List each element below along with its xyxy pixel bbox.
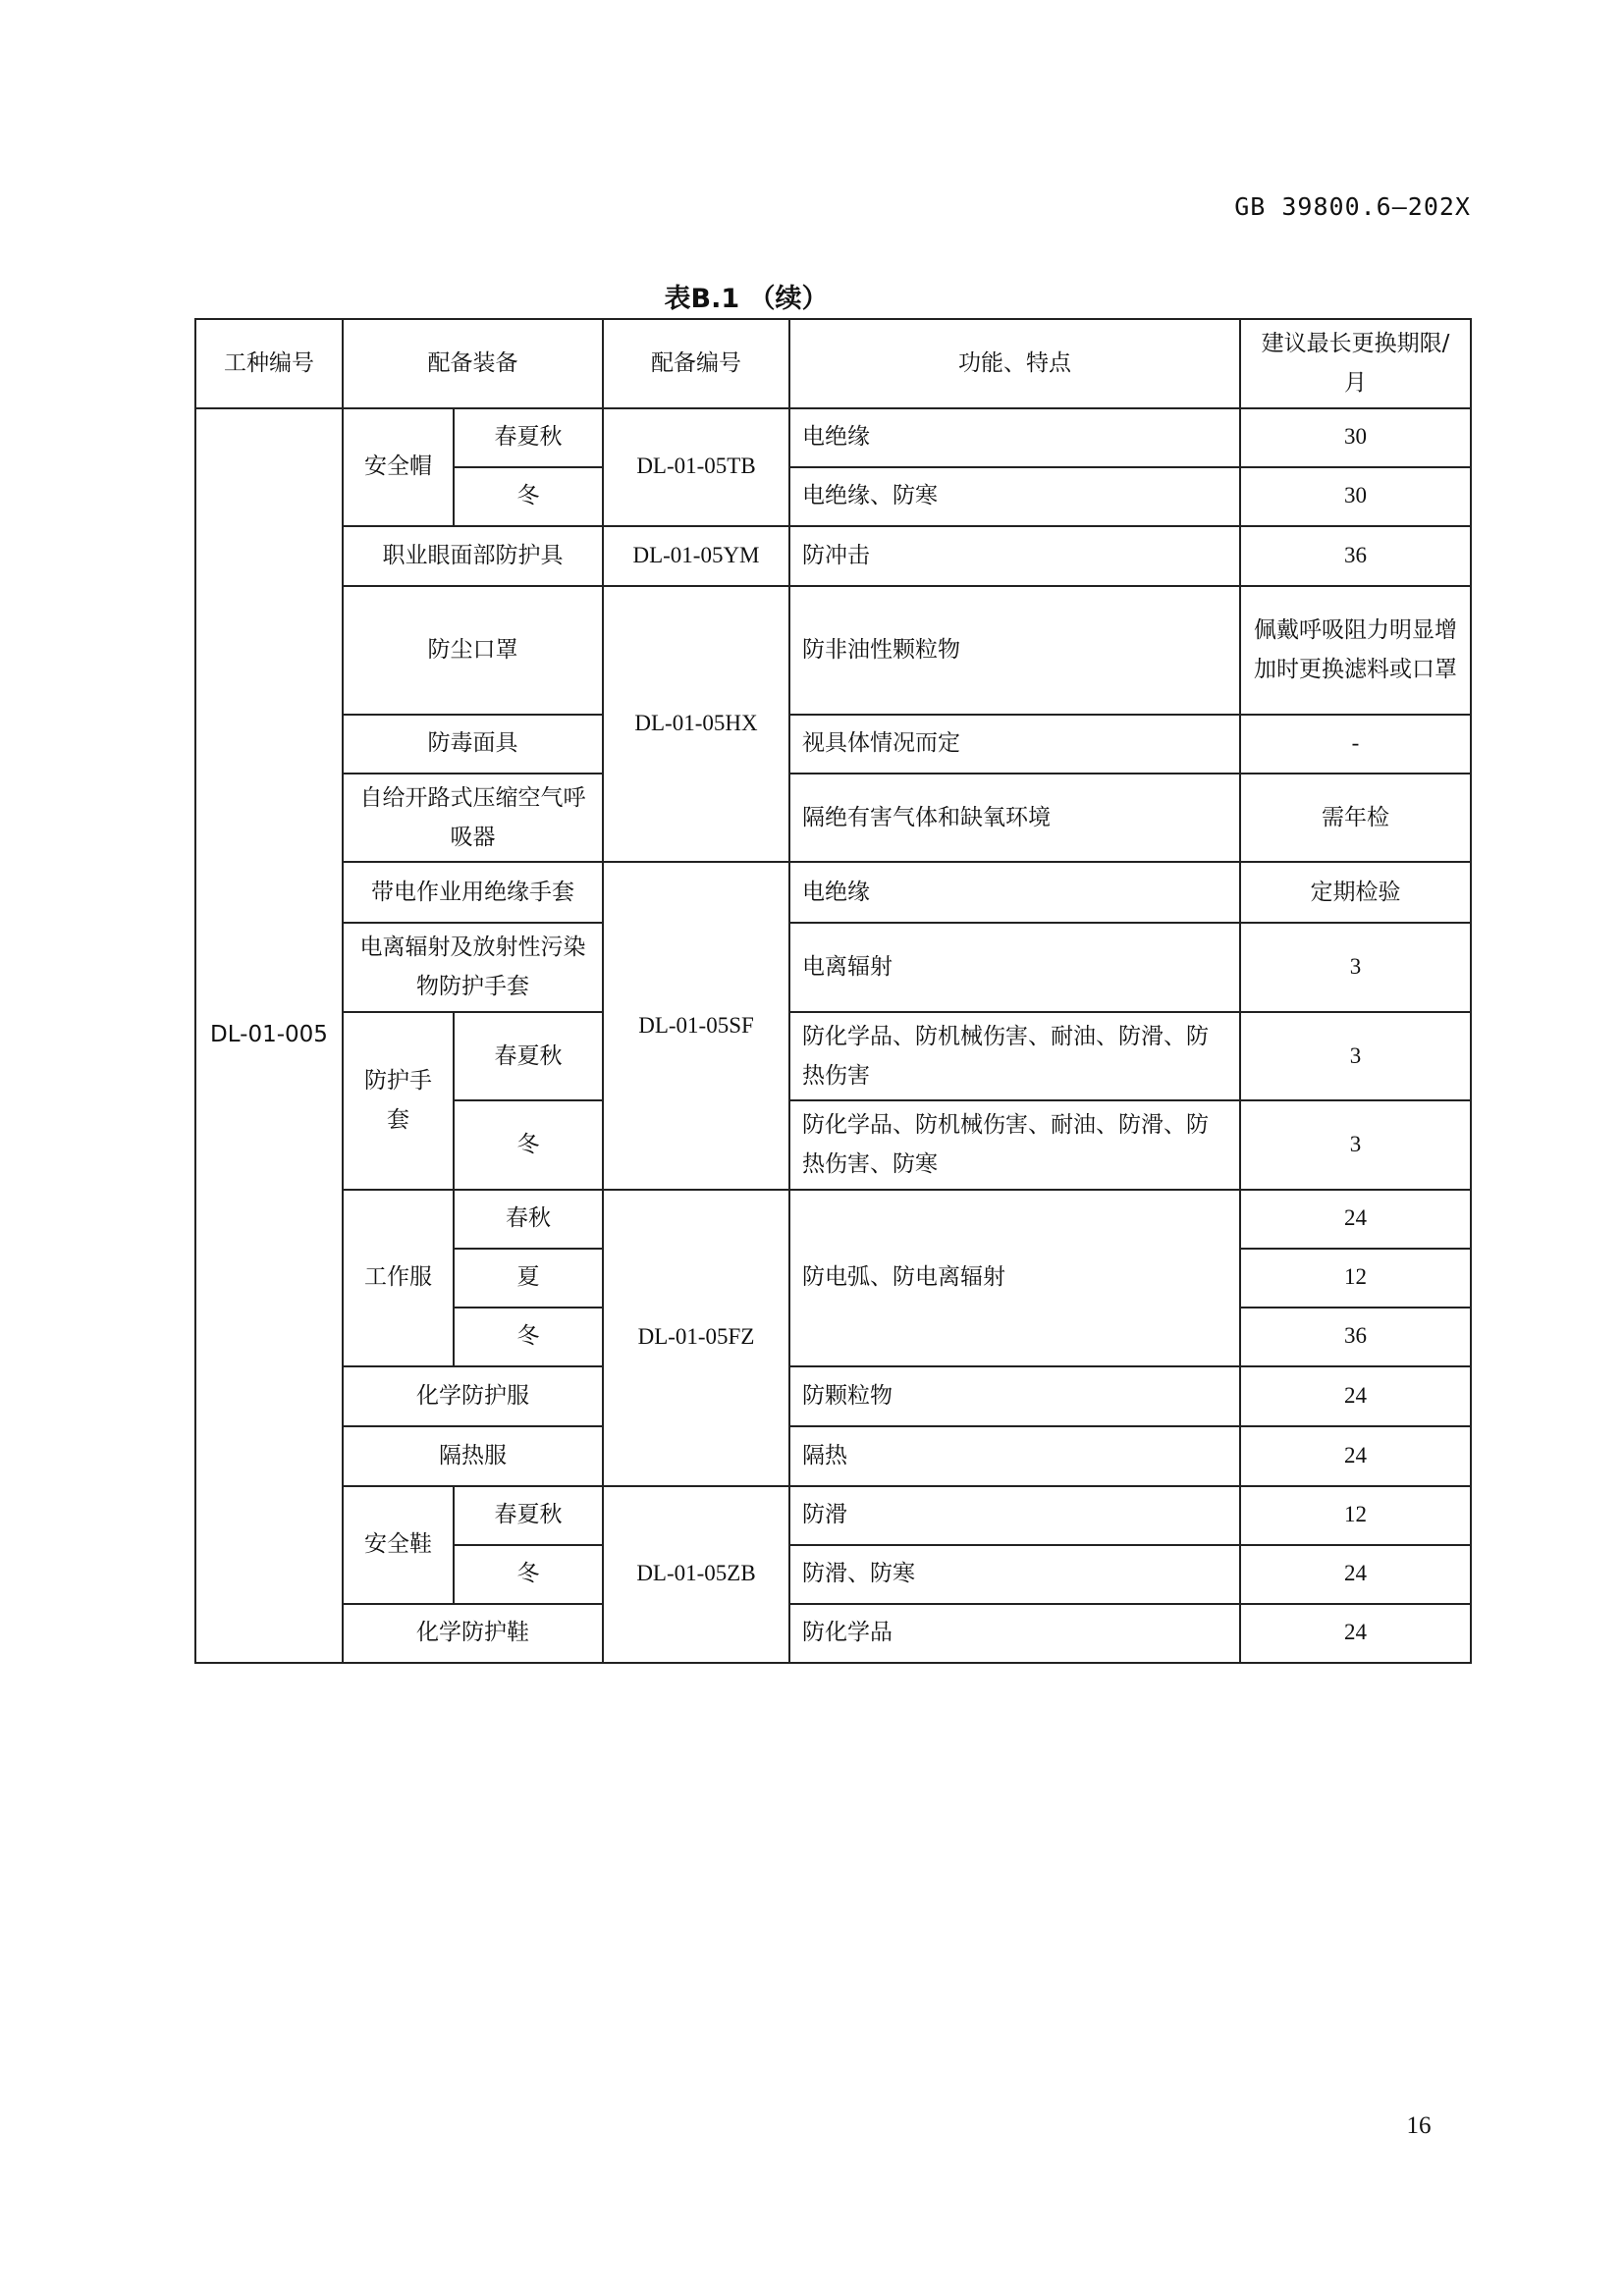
- standard-code: GB 39800.6—202X: [1234, 192, 1471, 221]
- item-cell: 防尘口罩: [343, 586, 603, 715]
- table-title: 表B.1 （续）: [664, 284, 829, 314]
- period-cell: 24: [1240, 1190, 1471, 1249]
- header-replacement-period: 建议最长更换期限/月: [1240, 319, 1471, 408]
- code-fz: DL-01-05FZ: [603, 1190, 789, 1486]
- work-type-code-cell: DL-01-005: [195, 408, 343, 1663]
- function-cell: 隔绝有害气体和缺氧环境: [789, 774, 1240, 863]
- item-cell: 化学防护服: [343, 1366, 603, 1426]
- table-row: [195, 526, 1471, 586]
- item-cell: 电离辐射及放射性污染物防护手套: [343, 923, 603, 1012]
- function-cell: 防滑、防寒: [789, 1545, 1240, 1604]
- season-cell: 冬: [454, 1308, 603, 1366]
- group-workwear: 工作服: [343, 1190, 454, 1366]
- table-row: [195, 1486, 1471, 1545]
- item-cell: 带电作业用绝缘手套: [343, 862, 603, 923]
- table-row: [195, 1012, 1471, 1101]
- page-number: 16: [1406, 2112, 1432, 2139]
- header-equipment-code: 配备编号: [603, 319, 789, 408]
- season-cell: 春夏秋: [454, 408, 603, 467]
- function-cell: 电绝缘、防寒: [789, 467, 1240, 526]
- period-cell: 3: [1240, 923, 1471, 1012]
- group-helmet: 安全帽: [343, 408, 454, 526]
- header-equipment: 配备装备: [343, 319, 603, 408]
- item-cell: 化学防护鞋: [343, 1604, 603, 1663]
- season-cell: 冬: [454, 467, 603, 526]
- function-cell: 防非油性颗粒物: [789, 586, 1240, 715]
- item-cell: 隔热服: [343, 1426, 603, 1486]
- period-cell: 30: [1240, 467, 1471, 526]
- function-cell: 电离辐射: [789, 923, 1240, 1012]
- period-cell: 36: [1240, 1308, 1471, 1366]
- period-cell: 36: [1240, 526, 1471, 586]
- season-cell: 冬: [454, 1545, 603, 1604]
- function-cell: 防化学品: [789, 1604, 1240, 1663]
- function-cell: 电绝缘: [789, 408, 1240, 467]
- group-shoes: 安全鞋: [343, 1486, 454, 1604]
- period-cell: 需年检: [1240, 774, 1471, 863]
- period-cell: 定期检验: [1240, 862, 1471, 923]
- code-ym: DL-01-05YM: [603, 526, 789, 586]
- period-cell: 3: [1240, 1012, 1471, 1101]
- period-cell: 12: [1240, 1249, 1471, 1308]
- table-row: [195, 923, 1471, 1012]
- period-cell: 24: [1240, 1545, 1471, 1604]
- period-cell: 24: [1240, 1604, 1471, 1663]
- code-tb: DL-01-05TB: [603, 408, 789, 526]
- function-cell: 防化学品、防机械伤害、耐油、防滑、防热伤害: [789, 1012, 1240, 1101]
- period-cell: 24: [1240, 1426, 1471, 1486]
- table-row: [195, 862, 1471, 923]
- group-gloves: 防护手套: [343, 1012, 454, 1190]
- function-cell: 防电弧、防电离辐射: [789, 1190, 1240, 1366]
- table-row: [195, 408, 1471, 467]
- item-cell: 自给开路式压缩空气呼吸器: [343, 774, 603, 863]
- function-cell: 防颗粒物: [789, 1366, 1240, 1426]
- season-cell: 春夏秋: [454, 1012, 603, 1101]
- table-row: [195, 1190, 1471, 1249]
- table-row: [195, 586, 1471, 715]
- table-row: [195, 774, 1471, 863]
- header-function: 功能、特点: [789, 319, 1240, 408]
- function-cell: 隔热: [789, 1426, 1240, 1486]
- function-cell: 视具体情况而定: [789, 715, 1240, 774]
- function-cell: 防冲击: [789, 526, 1240, 586]
- table-row: [195, 1366, 1471, 1426]
- function-cell: 防滑: [789, 1486, 1240, 1545]
- code-hx: DL-01-05HX: [603, 586, 789, 863]
- table-row: [195, 1426, 1471, 1486]
- item-cell: 防毒面具: [343, 715, 603, 774]
- function-cell: 电绝缘: [789, 862, 1240, 923]
- table-row: [195, 1604, 1471, 1663]
- period-cell: -: [1240, 715, 1471, 774]
- season-cell: 春秋: [454, 1190, 603, 1249]
- equipment-table: [194, 318, 1472, 1664]
- period-cell: 30: [1240, 408, 1471, 467]
- item-cell: 职业眼面部防护具: [343, 526, 603, 586]
- code-zb: DL-01-05ZB: [603, 1486, 789, 1663]
- period-cell: 12: [1240, 1486, 1471, 1545]
- period-cell: 24: [1240, 1366, 1471, 1426]
- code-sf: DL-01-05SF: [603, 862, 789, 1190]
- header-work-type-code: 工种编号: [195, 319, 343, 408]
- season-cell: 冬: [454, 1100, 603, 1190]
- period-cell: 佩戴呼吸阻力明显增加时更换滤料或口罩: [1240, 586, 1471, 715]
- table-header-row: [195, 319, 1471, 408]
- season-cell: 春夏秋: [454, 1486, 603, 1545]
- table-row: [195, 715, 1471, 774]
- period-cell: 3: [1240, 1100, 1471, 1190]
- function-cell: 防化学品、防机械伤害、耐油、防滑、防热伤害、防寒: [789, 1100, 1240, 1190]
- season-cell: 夏: [454, 1249, 603, 1308]
